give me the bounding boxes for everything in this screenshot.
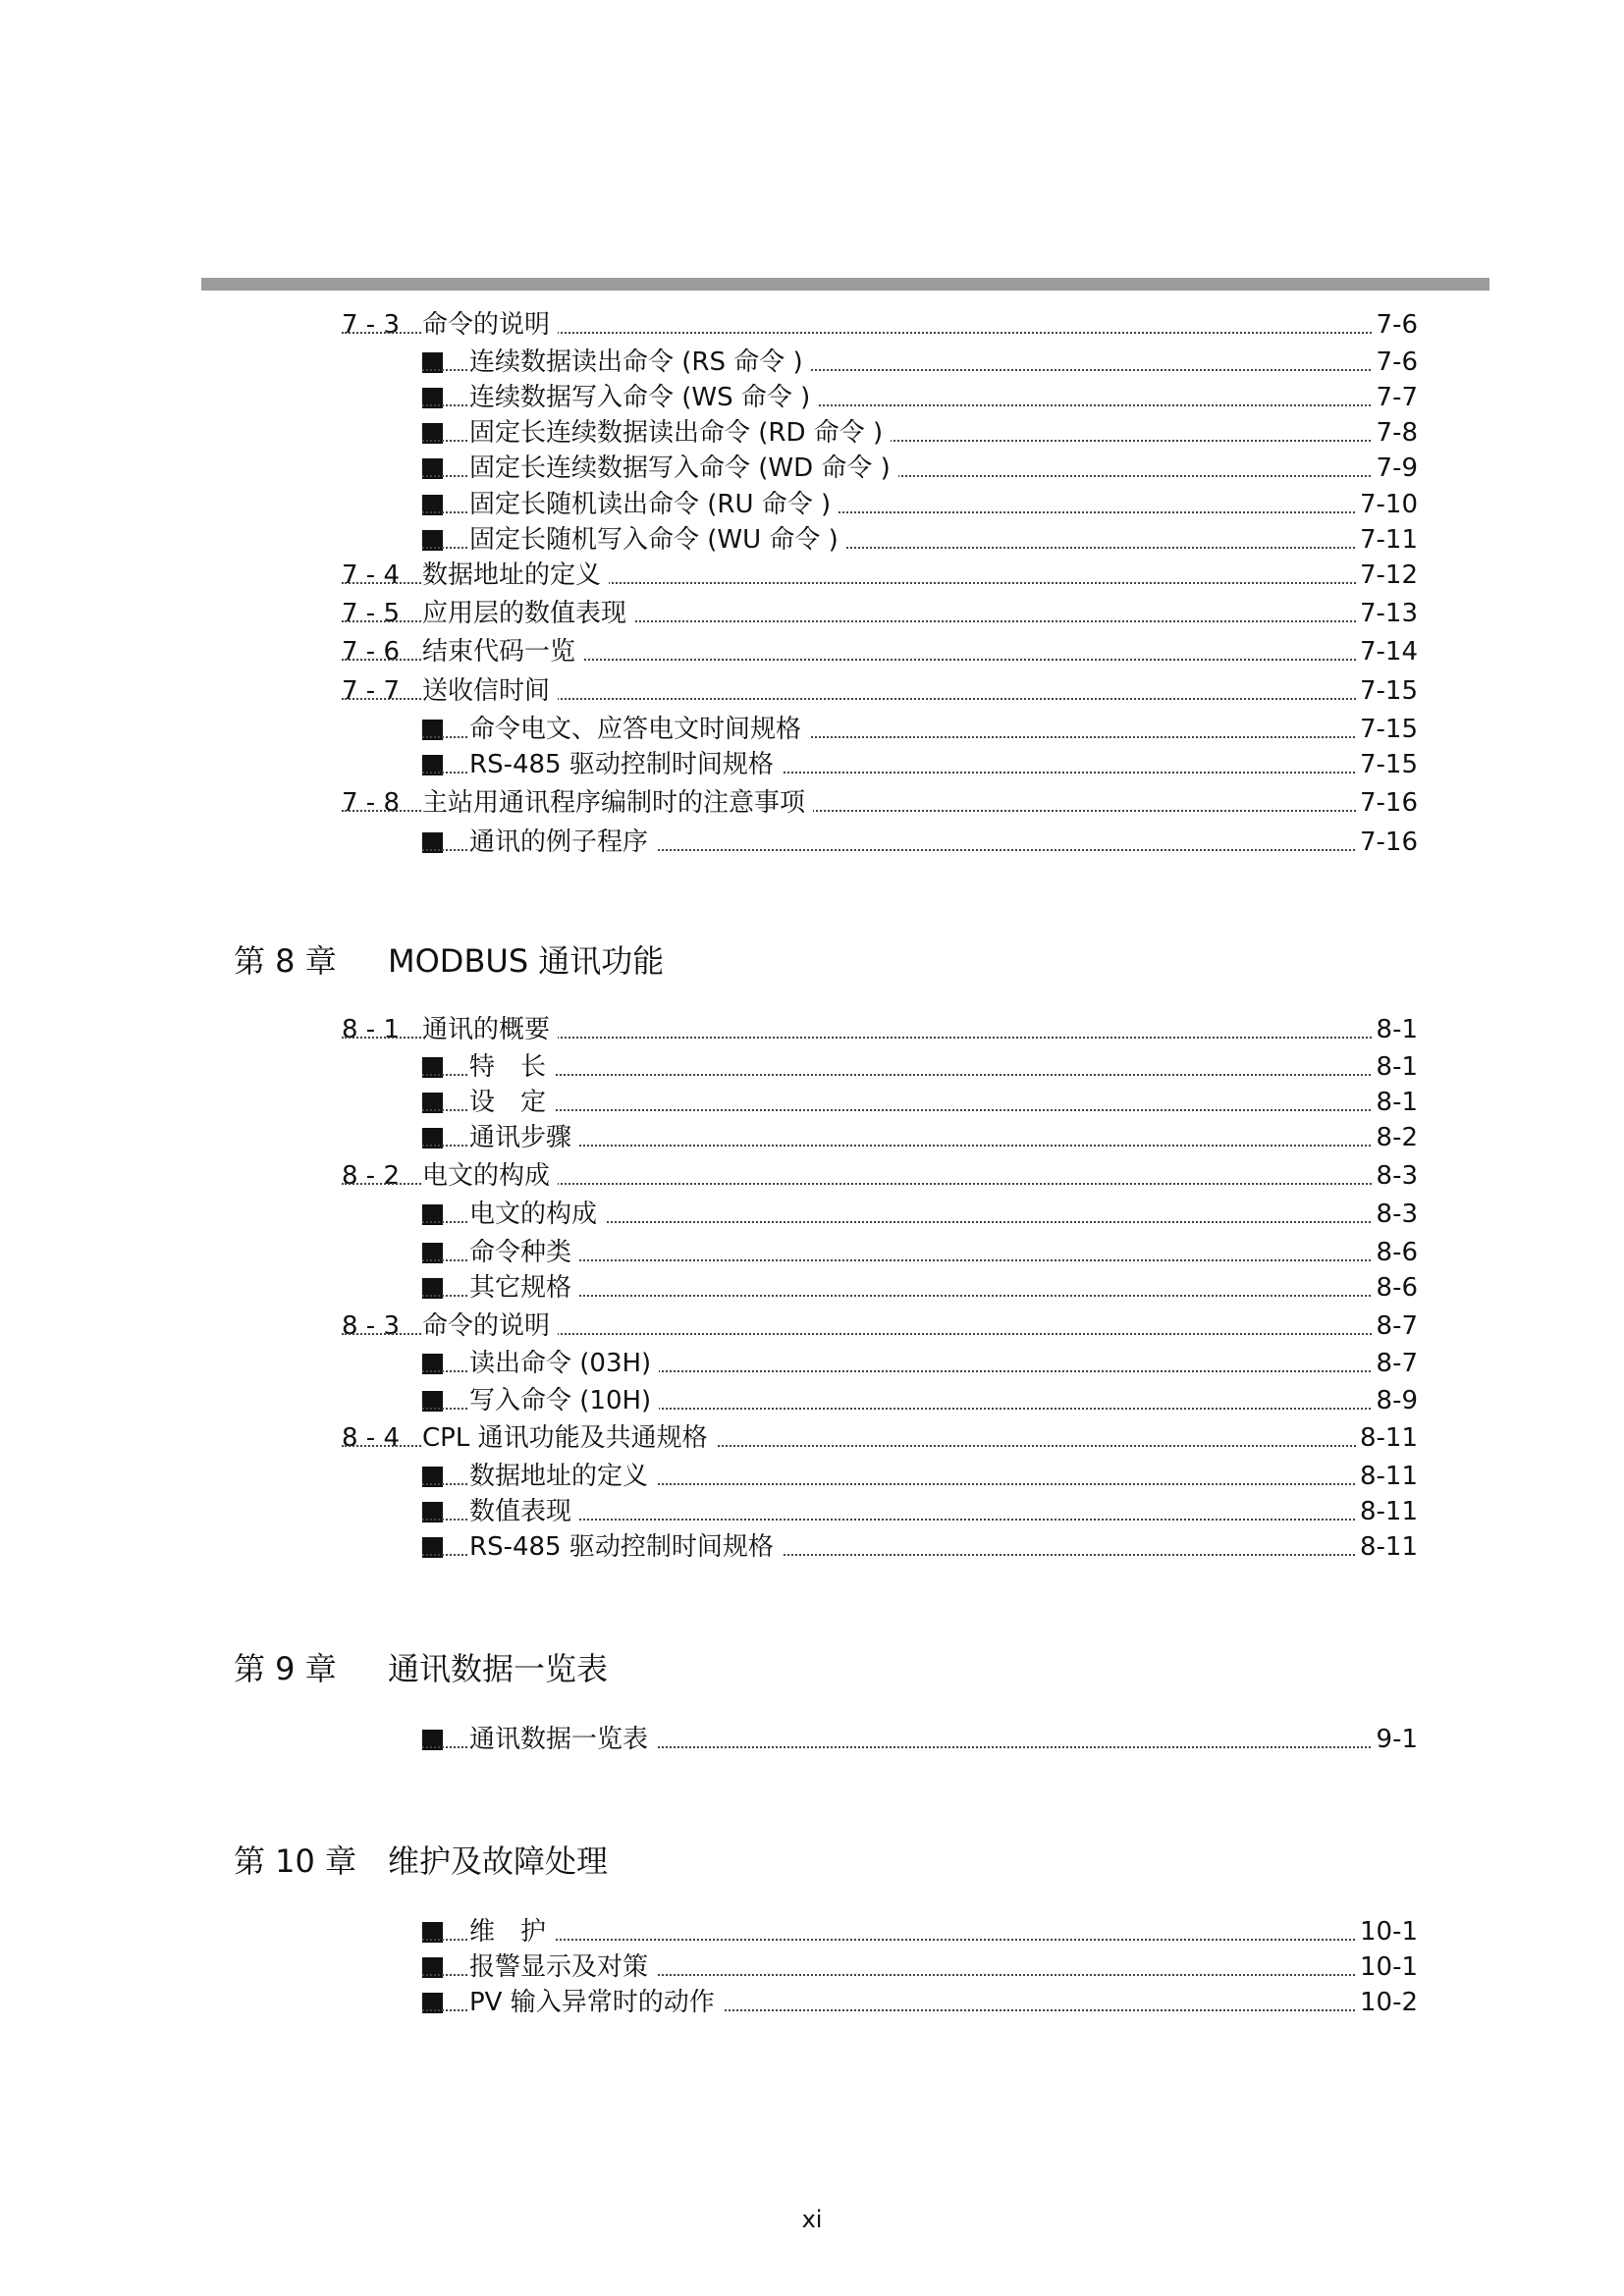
entry-page-number: 8-11 [1356,1459,1418,1494]
section-number: 7 - 5 [342,599,400,628]
entry-page-number: 8-3 [1373,1197,1418,1232]
entry-page-number: 7-12 [1356,558,1418,593]
toc-item-entry[interactable] [422,1049,1418,1085]
toc-item-entry[interactable] [422,1949,1418,1985]
entry-title: 送收信时间 [422,673,558,709]
dot-leader [422,1074,1418,1076]
toc-item-entry[interactable] [422,415,1418,451]
entry-title: 特 长 [469,1049,554,1085]
toc-item-entry[interactable] [422,747,1418,782]
entry-title: 命令的说明 [422,307,558,343]
section-number: 7 - 6 [342,637,400,667]
entry-page-number: 7-15 [1356,747,1418,782]
entry-title: 命令的说明 [422,1308,558,1344]
page-number: xi [801,2206,823,2233]
entry-page-number: 8-11 [1356,1494,1418,1529]
toc-item-entry[interactable] [422,1383,1418,1418]
entry-page-number: 7-15 [1356,712,1418,747]
entry-page-number: 8-11 [1356,1420,1418,1456]
entry-page-number: 8-11 [1356,1529,1418,1565]
entry-title: 其它规格 [469,1270,579,1306]
entry-page-number: 8-6 [1373,1270,1418,1306]
entry-title: 命令电文、应答电文时间规格 [469,712,809,747]
entry-page-number: 7-8 [1373,415,1418,451]
entry-page-number: 8-1 [1373,1085,1418,1120]
entry-page-number: 8-6 [1373,1235,1418,1270]
toc-section-entry[interactable] [342,307,1418,343]
toc-item-entry[interactable] [422,522,1418,558]
toc-section-entry[interactable] [342,596,1418,631]
toc-item-entry[interactable] [422,1346,1418,1381]
toc-section-entry[interactable] [342,1420,1418,1456]
entry-title: 读出命令 (03H) [469,1346,659,1381]
entry-title: 应用层的数值表现 [422,596,634,631]
entry-page-number: 8-1 [1373,1049,1418,1085]
section-number: 8 - 4 [342,1423,400,1453]
entry-page-number: 10-1 [1356,1949,1418,1985]
entry-title: 通讯的例子程序 [469,825,656,860]
entry-page-number: 7-9 [1373,451,1418,486]
entry-page-number: 10-2 [1356,1985,1418,2020]
chapter-title: 维护及故障处理 [388,1842,609,1880]
chapter-title: 通讯数据一览表 [388,1650,609,1687]
entry-page-number: 8-2 [1373,1120,1418,1155]
entry-title: 写入命令 (10H) [469,1383,659,1418]
section-number: 7 - 8 [342,788,400,818]
entry-page-number: 7-16 [1356,825,1418,860]
toc-item-entry[interactable] [422,1494,1418,1529]
toc-item-entry[interactable] [422,1270,1418,1306]
entry-title: 通讯数据一览表 [469,1722,656,1757]
toc-section-entry[interactable] [342,634,1418,669]
toc-item-entry[interactable] [422,1985,1418,2020]
entry-page-number: 7-11 [1356,522,1418,558]
toc-item-entry[interactable] [422,825,1418,860]
dot-leader [422,1939,1418,1941]
toc-item-entry[interactable] [422,345,1418,380]
entry-page-number: 8-7 [1373,1346,1418,1381]
entry-page-number: 7-6 [1373,307,1418,343]
toc-section-entry[interactable] [342,1158,1418,1194]
toc-item-entry[interactable] [422,1459,1418,1494]
entry-title: 数据地址的定义 [469,1459,656,1494]
toc-section-entry[interactable] [342,1308,1418,1344]
entry-title: PV 输入异常时的动作 [469,1985,723,2020]
entry-title: 设 定 [469,1085,554,1120]
toc-section-entry[interactable] [342,558,1418,593]
entry-page-number: 10-1 [1356,1914,1418,1949]
toc-item-entry[interactable] [422,712,1418,747]
entry-page-number: 8-1 [1373,1012,1418,1047]
entry-title: RS-485 驱动控制时间规格 [469,1529,782,1565]
chapter-number: 第 10 章 [234,1842,357,1880]
entry-title: 通讯的概要 [422,1012,558,1047]
entry-title: 结束代码一览 [422,634,583,669]
entry-title: 命令种类 [469,1235,579,1270]
toc-section-entry[interactable] [342,785,1418,821]
entry-title: 数据地址的定义 [422,558,609,593]
entry-page-number: 8-9 [1373,1383,1418,1418]
toc-item-entry[interactable] [422,487,1418,522]
chapter-number: 第 8 章 [234,942,337,980]
entry-page-number: 7-6 [1373,345,1418,380]
entry-title: 主站用通讯程序编制时的注意事项 [422,785,813,821]
section-number: 7 - 4 [342,561,400,590]
entry-page-number: 9-1 [1373,1722,1418,1757]
entry-title: 电文的构成 [469,1197,605,1232]
entry-title: 固定长随机写入命令 (WU 命令 ) [469,522,846,558]
section-number: 7 - 7 [342,676,400,706]
entry-title: 电文的构成 [422,1158,558,1194]
entry-page-number: 7-14 [1356,634,1418,669]
entry-title: CPL 通讯功能及共通规格 [422,1420,716,1456]
toc-item-entry[interactable] [422,1529,1418,1565]
entry-page-number: 7-7 [1373,380,1418,415]
toc-item-entry[interactable] [422,1914,1418,1949]
section-number: 8 - 2 [342,1161,400,1191]
section-number: 7 - 3 [342,310,400,340]
entry-page-number: 8-3 [1373,1158,1418,1194]
entry-title: 固定长随机读出命令 (RU 命令 ) [469,487,839,522]
entry-title: RS-485 驱动控制时间规格 [469,747,782,782]
entry-title: 固定长连续数据读出命令 (RD 命令 ) [469,415,891,451]
entry-page-number: 7-13 [1356,596,1418,631]
entry-title: 固定长连续数据写入命令 (WD 命令 ) [469,451,898,486]
toc-section-entry[interactable] [342,673,1418,709]
entry-page-number: 7-15 [1356,673,1418,709]
entry-title: 维 护 [469,1914,554,1949]
dot-leader [422,1109,1418,1111]
entry-title: 报警显示及对策 [469,1949,656,1985]
toc-item-entry[interactable] [422,451,1418,486]
chapter-number: 第 9 章 [234,1650,337,1687]
entry-page-number: 7-10 [1356,487,1418,522]
toc-item-entry[interactable] [422,1085,1418,1120]
toc-item-entry[interactable] [422,1197,1418,1232]
entry-title: 连续数据写入命令 (WS 命令 ) [469,380,818,415]
toc-item-entry[interactable] [422,380,1418,415]
section-number: 8 - 1 [342,1015,400,1044]
entry-title: 连续数据读出命令 (RS 命令 ) [469,345,811,380]
chapter-title: MODBUS 通讯功能 [388,942,665,980]
entry-title: 数值表现 [469,1494,579,1529]
toc-item-entry[interactable] [422,1722,1418,1757]
entry-page-number: 7-16 [1356,785,1418,821]
entry-title: 通讯步骤 [469,1120,579,1155]
toc-item-entry[interactable] [422,1120,1418,1155]
toc-section-entry[interactable] [342,1012,1418,1047]
section-number: 8 - 3 [342,1311,400,1341]
toc-item-entry[interactable] [422,1235,1418,1270]
entry-page-number: 8-7 [1373,1308,1418,1344]
